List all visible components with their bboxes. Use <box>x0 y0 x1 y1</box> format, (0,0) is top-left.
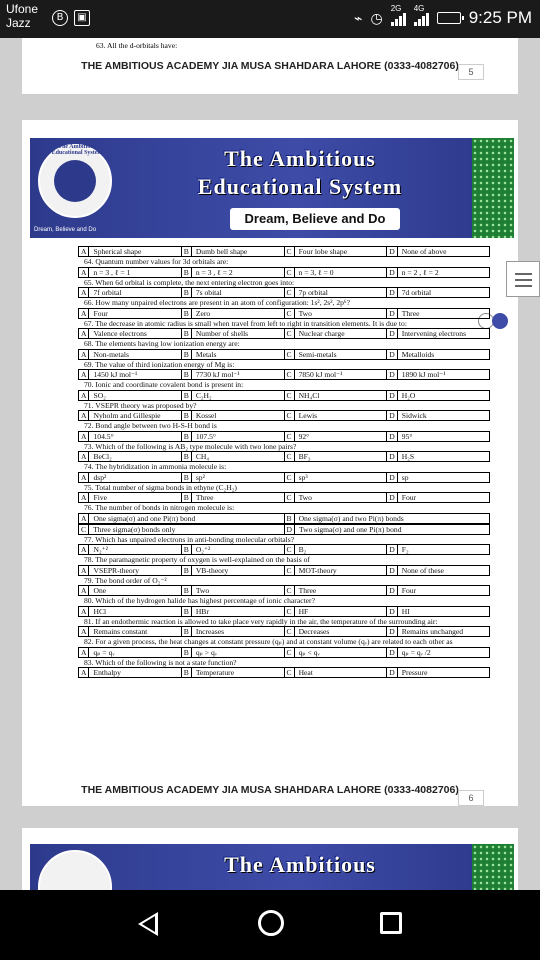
option-c: C NH₄Cl <box>284 391 387 400</box>
option-b: B Three <box>181 493 284 502</box>
b-notification-icon: B <box>52 10 68 26</box>
option-text: VSEPR-theory <box>93 565 140 575</box>
option-text: Two <box>298 493 312 502</box>
option-text: Remains unchanged <box>401 627 464 636</box>
options-row <box>78 287 490 298</box>
option-c: C 7p orbital <box>284 288 387 297</box>
question-text: 67. The decrease in atomic radius is small when travel from left to right in transition elements. It is due to: <box>84 318 407 328</box>
option-text: 7p orbital <box>298 288 328 297</box>
option-b: B Number of shells <box>181 329 284 338</box>
option-d: D Four <box>386 586 489 595</box>
option-text: Four <box>401 493 417 502</box>
option-text: 1450 kJ mol⁻¹ <box>93 370 138 379</box>
banner-tagline: Dream, Believe and Do <box>230 208 400 230</box>
question-text: 73. Which of the following is AB₂ type molecule with two lone pairs? <box>84 441 297 451</box>
option-text: 107.5° <box>195 431 216 441</box>
question-text: 79. The bond order of O₂⁻² <box>84 575 167 585</box>
question-list <box>78 246 490 678</box>
option-b: B 107.5° <box>181 432 284 441</box>
option-text: qₚ = qᵥ <box>93 647 115 657</box>
option-a: A Spherical shape <box>78 247 181 256</box>
option-c: C Two <box>284 493 387 502</box>
option-c: C 7850 kJ mol⁻¹ <box>284 370 387 379</box>
option-text: One sigma(σ) and one Pi(π) bond <box>93 513 196 523</box>
recent-apps-icon[interactable] <box>380 912 402 934</box>
options-row <box>78 431 490 442</box>
page-6 <box>22 120 518 806</box>
option-c: C B₂ <box>284 545 387 554</box>
page-6-footer: THE AMBITIOUS ACADEMY JIA MUSA SHAHDARA LAHORE (0333-4082706) <box>81 784 459 796</box>
option-text: Pressure <box>401 668 428 677</box>
option-a: A 1450 kJ mol⁻¹ <box>78 370 181 379</box>
navigation-bar <box>0 890 540 960</box>
option-b: B HBr <box>181 607 284 616</box>
question-text: 80. Which of the hydrogen halide has highest percentage of ionic character? <box>84 596 315 605</box>
page-7 <box>22 828 518 890</box>
option-c: C Semi-metals <box>284 350 387 359</box>
carrier-1: Ufone <box>6 2 39 16</box>
option-text: 104.5° <box>93 431 114 441</box>
option-d: D Remains unchanged <box>386 627 489 636</box>
option-text: B₂ <box>298 545 307 554</box>
option-d: D Four <box>386 493 489 502</box>
page-5-footer: THE AMBITIOUS ACADEMY JIA MUSA SHAHDARA LAHORE (0333-4082706) <box>81 60 459 72</box>
question-63: 63. All the d-orbitals have: <box>96 41 178 50</box>
option-text: One <box>93 586 107 595</box>
option-c: C Lewis <box>284 411 387 420</box>
options-row <box>78 606 490 617</box>
option-text: Four lobe shape <box>298 247 348 256</box>
options-row <box>78 308 490 319</box>
option-b: B Dumb bell shape <box>181 247 284 256</box>
academy-logo <box>38 144 112 218</box>
option-d: D qₚ = qᵥ /2 <box>386 648 489 657</box>
option-d: D H₂S <box>386 452 489 461</box>
option-b: B C₂H₂ <box>181 391 284 400</box>
option-text: Decreases <box>298 627 330 636</box>
options-row <box>78 626 490 637</box>
option-text: 1890 kJ mol⁻¹ <box>401 370 446 379</box>
home-icon[interactable] <box>258 910 284 936</box>
option-text: Metalloids <box>401 349 435 359</box>
option-a: A One sigma(σ) and one Pi(π) bond <box>78 514 284 523</box>
option-c: C Nuclear charge <box>284 329 387 338</box>
option-text: 7850 kJ mol⁻¹ <box>298 370 343 379</box>
option-a: A Enthalpy <box>78 668 181 677</box>
option-c: C Three <box>284 586 387 595</box>
option-text: 92° <box>298 431 310 441</box>
option-c: C Heat <box>284 668 387 677</box>
option-text: Three sigma(σ) bonds only <box>93 524 176 534</box>
option-text: 7d orbital <box>401 288 432 297</box>
options-row <box>78 369 490 380</box>
option-d: D 7d orbital <box>386 288 489 297</box>
option-a: A One <box>78 586 181 595</box>
option-text: HCl <box>93 606 107 616</box>
option-a: A 7f orbital <box>78 288 181 297</box>
option-text: H₂S <box>401 452 415 461</box>
option-c: C Two <box>284 309 387 318</box>
option-text: H₂O <box>401 390 416 400</box>
option-a: A N₂⁺² <box>78 545 181 554</box>
image-notification-icon: ▣ <box>74 10 90 26</box>
option-c: C Decreases <box>284 627 387 636</box>
options-row <box>78 647 490 658</box>
option-b: B n = 3 , ℓ = 2 <box>181 268 284 277</box>
option-text: Five <box>93 493 107 502</box>
option-a: A dsp² <box>78 473 181 482</box>
option-text: Remains constant <box>93 627 148 636</box>
option-d: D Sidwick <box>386 411 489 420</box>
option-text: 7f orbital <box>93 288 122 297</box>
option-text: Dumb bell shape <box>195 247 248 256</box>
banner-title-1: The Ambitious <box>224 146 376 171</box>
option-text: None of above <box>401 247 447 256</box>
option-text: n = 3 , ℓ = 1 <box>93 267 131 277</box>
option-c: C BF₃ <box>284 452 387 461</box>
options-row <box>78 544 490 555</box>
option-text: O₂⁺² <box>195 545 211 554</box>
option-text: Lewis <box>298 411 318 420</box>
option-b: B Temperature <box>181 668 284 677</box>
alarm-icon: ◷ <box>370 9 383 26</box>
option-c: C Four lobe shape <box>284 247 387 256</box>
option-text: MOT-theory <box>298 565 337 575</box>
option-b: B Metals <box>181 350 284 359</box>
option-b: B O₂⁺² <box>181 545 284 554</box>
option-text: BF₃ <box>298 452 311 461</box>
option-d: D Two sigma(σ) and one Pi(π) bond <box>284 525 490 534</box>
option-a: A qₚ = qᵥ <box>78 648 181 657</box>
green-pattern <box>472 138 514 238</box>
option-text: Enthalpy <box>93 668 121 677</box>
options-row <box>78 524 490 535</box>
option-b: B 7s obital <box>181 288 284 297</box>
question-text: 66. How many unpaired electrons are present in an atom of configuration: 1s², 2s², 2p⁶? <box>84 298 350 307</box>
option-text: n = 3, ℓ = 0 <box>298 267 334 277</box>
options-row <box>78 565 490 576</box>
options-row <box>78 390 490 401</box>
option-a: A Remains constant <box>78 627 181 636</box>
option-text: 7s obital <box>195 288 222 297</box>
option-b: B CH₄ <box>181 452 284 461</box>
option-c: C 92° <box>284 432 387 441</box>
page-6-number: 6 <box>458 790 484 806</box>
option-d: D HI <box>386 607 489 616</box>
option-text: VB-theory <box>195 565 229 575</box>
option-text: Non-metals <box>93 349 129 359</box>
question-text: 81. If an endothermic reaction is allowed to take place very rapidly in the air, the temperature of the surrounding air: <box>84 616 438 626</box>
option-c: C Three sigma(σ) bonds only <box>78 525 284 534</box>
option-text: Four <box>401 586 417 595</box>
option-c: C HF <box>284 607 387 616</box>
option-text: SO₂ <box>93 390 106 400</box>
question-text: 68. The elements having low ionization energy are: <box>84 339 240 348</box>
option-text: Four <box>93 308 108 318</box>
network-4g-label: 4G <box>413 4 425 13</box>
option-text: sp³ <box>298 472 308 482</box>
option-d: D Three <box>386 309 489 318</box>
page-7-green-pattern <box>472 844 514 890</box>
question-text: 78. The paramagnetic property of oxygen is well-explained on the basis of <box>84 555 310 564</box>
carrier-2: Jazz <box>6 16 31 30</box>
option-a: A Non-metals <box>78 350 181 359</box>
question-text: 69. The value of third ionization energy of Mg is: <box>84 359 235 369</box>
option-text: Increases <box>195 627 225 636</box>
option-a: A Five <box>78 493 181 502</box>
option-a: A 104.5° <box>78 432 181 441</box>
menu-button[interactable] <box>506 261 540 297</box>
options-row <box>78 410 490 421</box>
option-text: Intervening electrons <box>401 329 467 338</box>
option-text: dsp² <box>93 472 107 482</box>
option-text: Kossel <box>195 411 217 420</box>
option-d: D 95° <box>386 432 489 441</box>
question-text: 77. Which has unpaired electrons in anti-bonding molecular orbitals? <box>84 534 295 544</box>
option-text: n = 2 , ℓ = 2 <box>401 267 439 277</box>
option-text: Three <box>298 586 317 595</box>
option-text: Number of shells <box>195 329 249 338</box>
option-b: B Increases <box>181 627 284 636</box>
question-text: 75. Total number of sigma bonds in ethyne (C₂H₂) <box>84 482 237 492</box>
options-row <box>78 328 490 339</box>
option-text: Two <box>195 586 210 595</box>
option-text: HF <box>298 606 309 616</box>
banner-title-2: Educational System <box>197 174 403 199</box>
option-text: Heat <box>298 668 313 677</box>
network-2g-label: 2G <box>390 4 402 13</box>
option-b: B Zero <box>181 309 284 318</box>
vibrate-icon: ⌁ <box>354 9 363 26</box>
clock: 9:25 PM <box>468 8 532 27</box>
option-text: 95° <box>401 431 413 441</box>
option-c: C MOT-theory <box>284 566 387 575</box>
page-7-banner <box>30 844 514 890</box>
option-b: B Two <box>181 586 284 595</box>
options-row <box>78 585 490 596</box>
option-text: Nyholm and Gillespie <box>93 411 161 420</box>
notification-icons <box>52 10 90 26</box>
option-b: B 7730 kJ mol⁻¹ <box>181 370 284 379</box>
option-text: None of these <box>401 565 444 575</box>
question-text: 64. Quantum number values for 3d orbitals are: <box>84 257 229 266</box>
options-row <box>78 492 490 503</box>
logo-text: The Ambitious Educational System <box>51 144 103 156</box>
options-row <box>78 667 490 678</box>
option-text: F₂ <box>401 545 409 554</box>
option-d: D Pressure <box>386 668 489 677</box>
option-text: Nuclear charge <box>298 329 345 338</box>
option-a: A VSEPR-theory <box>78 566 181 575</box>
option-text: BeCl₂ <box>93 452 112 461</box>
options-row <box>78 513 490 524</box>
option-text: Three <box>401 308 420 318</box>
option-text: NH₄Cl <box>298 390 320 400</box>
signal-4g-icon <box>413 4 429 26</box>
option-text: Two <box>298 308 312 318</box>
pdf-viewer[interactable] <box>0 38 540 890</box>
graduation-cap-icon <box>54 160 96 202</box>
option-a: A HCl <box>78 607 181 616</box>
option-a: A BeCl₂ <box>78 452 181 461</box>
option-text: CH₄ <box>195 452 210 461</box>
option-d: D None of above <box>386 247 489 256</box>
question-text: 71. VSEPR theory was proposed by? <box>84 400 197 410</box>
options-row <box>78 472 490 483</box>
option-c: C qₚ < qᵥ <box>284 648 387 657</box>
option-text: qₚ = qᵥ /2 <box>401 647 431 657</box>
question-text: 82. For a given process, the heat changes at constant pressure (qₚ) and at constant volume (qᵥ) are related to each other as <box>84 637 453 646</box>
option-text: Temperature <box>195 668 235 677</box>
options-row <box>78 349 490 360</box>
battery-icon <box>437 12 461 24</box>
option-text: Semi-metals <box>298 349 337 359</box>
option-text: Valence electrons <box>93 329 147 338</box>
option-c: C n = 3, ℓ = 0 <box>284 268 387 277</box>
option-d: D H₂O <box>386 391 489 400</box>
option-d: D n = 2 , ℓ = 2 <box>386 268 489 277</box>
option-text: One sigma(σ) and two Pi(π) bonds <box>298 513 404 523</box>
question-text: 76. The number of bonds in nitrogen molecule is: <box>84 503 235 512</box>
option-d: D sp <box>386 473 489 482</box>
question-text: 74. The hybridization in ammonia molecule is: <box>84 462 227 471</box>
option-c: C sp³ <box>284 473 387 482</box>
question-text: 83. Which of the following is not a state function? <box>84 657 237 667</box>
question-text: 65. When 6d orbital is complete, the next entering electron goes into: <box>84 277 295 287</box>
option-text: Sidwick <box>401 411 427 420</box>
option-text: Spherical shape <box>93 247 142 256</box>
option-a: A SO₂ <box>78 391 181 400</box>
options-row <box>78 246 490 257</box>
option-text: Two sigma(σ) and one Pi(π) bond <box>298 524 402 534</box>
page-5-number: 5 <box>458 64 484 80</box>
signal-2g-icon <box>390 4 406 26</box>
option-text: Zero <box>195 308 211 318</box>
option-b: B VB-theory <box>181 566 284 575</box>
option-a: A Nyholm and Gillespie <box>78 411 181 420</box>
option-a: A Four <box>78 309 181 318</box>
option-text: sp <box>401 472 409 482</box>
option-text: sp² <box>195 472 205 482</box>
page-7-logo <box>38 850 112 890</box>
option-text: HI <box>401 606 410 616</box>
system-indicators <box>354 4 532 28</box>
status-bar <box>0 0 540 38</box>
option-d: D F₂ <box>386 545 489 554</box>
option-b: B Kossel <box>181 411 284 420</box>
option-text: C₂H₂ <box>195 390 212 400</box>
option-text: Three <box>195 493 214 502</box>
small-tagline: Dream, Believe and Do <box>34 227 97 233</box>
option-b: B One sigma(σ) and two Pi(π) bonds <box>284 514 490 523</box>
options-row <box>78 267 490 278</box>
carrier-names <box>6 2 46 30</box>
option-text: N₂⁺² <box>93 545 108 554</box>
back-icon[interactable] <box>138 912 158 936</box>
header-banner <box>30 138 514 238</box>
option-text: n = 3 , ℓ = 2 <box>195 267 233 277</box>
option-text: HBr <box>195 606 209 616</box>
options-row <box>78 451 490 462</box>
option-b: B qₚ > qᵥ <box>181 648 284 657</box>
page-5 <box>22 38 518 94</box>
option-d: D None of these <box>386 566 489 575</box>
question-text: 70. Ionic and coordinate covalent bond is present in: <box>84 380 244 389</box>
option-text: Metals <box>195 349 217 359</box>
option-a: A Valence electrons <box>78 329 181 338</box>
option-text: qₚ > qᵥ <box>195 647 217 657</box>
question-text: 72. Bond angle between two H-S-H bond is <box>84 421 217 430</box>
option-d: D 1890 kJ mol⁻¹ <box>386 370 489 379</box>
option-d: D Metalloids <box>386 350 489 359</box>
option-b: B sp² <box>181 473 284 482</box>
option-text: qₚ < qᵥ <box>298 647 320 657</box>
page-7-title: The Ambitious <box>224 852 376 877</box>
option-text: 7730 kJ mol⁻¹ <box>195 370 240 379</box>
option-d: D Intervening electrons <box>386 329 489 338</box>
option-a: A n = 3 , ℓ = 1 <box>78 268 181 277</box>
